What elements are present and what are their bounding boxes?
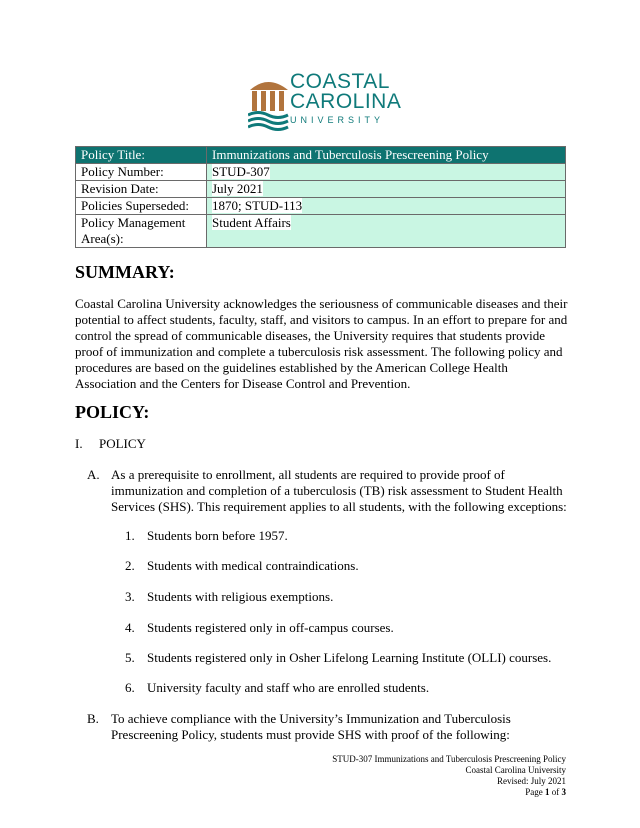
section-number: I. [75,436,83,451]
logo-arch [250,82,288,90]
footer-revised: Revised: July 2021 [497,776,566,786]
exception-number: 5. [125,650,135,665]
policies-superseded-label: Policies Superseded: [76,198,207,215]
logo-wave [248,113,288,118]
exception-number: 2. [125,558,135,573]
exception-text: Students with medical contraindications. [147,558,359,573]
exception-number: 4. [125,620,135,635]
logo-line-coastal: COASTAL [290,70,390,93]
exception-text: Students born before 1957. [147,528,288,543]
logo-column [261,91,266,111]
revision-date-value: July 2021 [212,181,263,196]
management-area-cell [207,215,566,248]
table-row [76,164,566,181]
footer-page-prefix: Page [525,787,545,797]
policy-number-value: STUD-307 [212,164,270,179]
item-a-letter: A. [87,467,100,482]
logo-wave [248,125,288,130]
management-area-value: Student Affairs [212,215,291,230]
policy-title-value: Immunizations and Tuberculosis Prescreening Policy [207,147,566,164]
exception-text: Students registered only in off-campus courses. [147,620,394,635]
exception-text: Students with religious exemptions. [147,589,334,604]
exception-number: 3. [125,589,135,604]
summary-heading: SUMMARY: [75,262,175,282]
table-row [76,215,566,248]
logo-wave [248,119,288,124]
item-b-letter: B. [87,711,99,726]
management-area-label: Policy Management Area(s): [76,215,207,248]
policy-info-table [75,146,566,248]
section-title: POLICY [99,436,146,451]
table-row [76,198,566,215]
logo-wordmark [290,72,401,125]
footer-page-total: 3 [561,787,566,797]
revision-date-label: Revision Date: [76,181,207,198]
policy-heading: POLICY: [75,402,150,422]
policy-number-label: Policy Number: [76,164,207,181]
footer-page-of: of [549,787,562,797]
logo-column [252,91,257,111]
exception-number: 6. [125,680,135,695]
table-row [76,147,566,164]
item-a-text: As a prerequisite to enrollment, all students are required to provide proof of immunization and completion of a tuberculosis (TB) risk assessment to Student Health Services (SHS). This requirement applies to all students, with the following exceptions: [111,467,567,514]
logo-column [279,91,284,111]
policy-title-label: Policy Title: [76,147,207,164]
logo-line-carolina: CAROLINA [290,90,402,113]
footer-page-number [332,787,566,798]
exception-text: University faculty and staff who are enrolled students. [147,680,430,695]
footer-page-current: 1 [545,787,550,797]
logo-line-university: UNIVERSITY [290,115,385,125]
policies-superseded-value: 1870; STUD-113 [212,198,303,213]
footer-policy-name: STUD-307 Immunizations and Tuberculosis Prescreening Policy [332,754,566,764]
exception-number: 1. [125,528,135,543]
logo-column [270,91,275,111]
policies-superseded-cell [207,198,566,215]
item-b-text: To achieve compliance with the University’s Immunization and Tuberculosis Prescreening Policy, students must provide SHS with proof of the following: [111,711,511,742]
footer-university: Coastal Carolina University [465,765,566,775]
page-footer [332,754,566,798]
table-row [76,181,566,198]
revision-date-cell [207,181,566,198]
policy-number-cell [207,164,566,181]
exception-text: Students registered only in Osher Lifelong Learning Institute (OLLI) courses. [147,650,552,665]
summary-paragraph: Coastal Carolina University acknowledges the seriousness of communicable diseases and their potential to affect students, faculty, staff, and visitors to campus. In an effort to prepare for and control the spread of communicable diseases, the University requires that students provide proof of immunization and complete a tuberculosis risk assessment. The following policy and procedures are based on the guidelines established by the American College Health Association and the Centers for Disease Control and Prevention. [75,296,568,391]
